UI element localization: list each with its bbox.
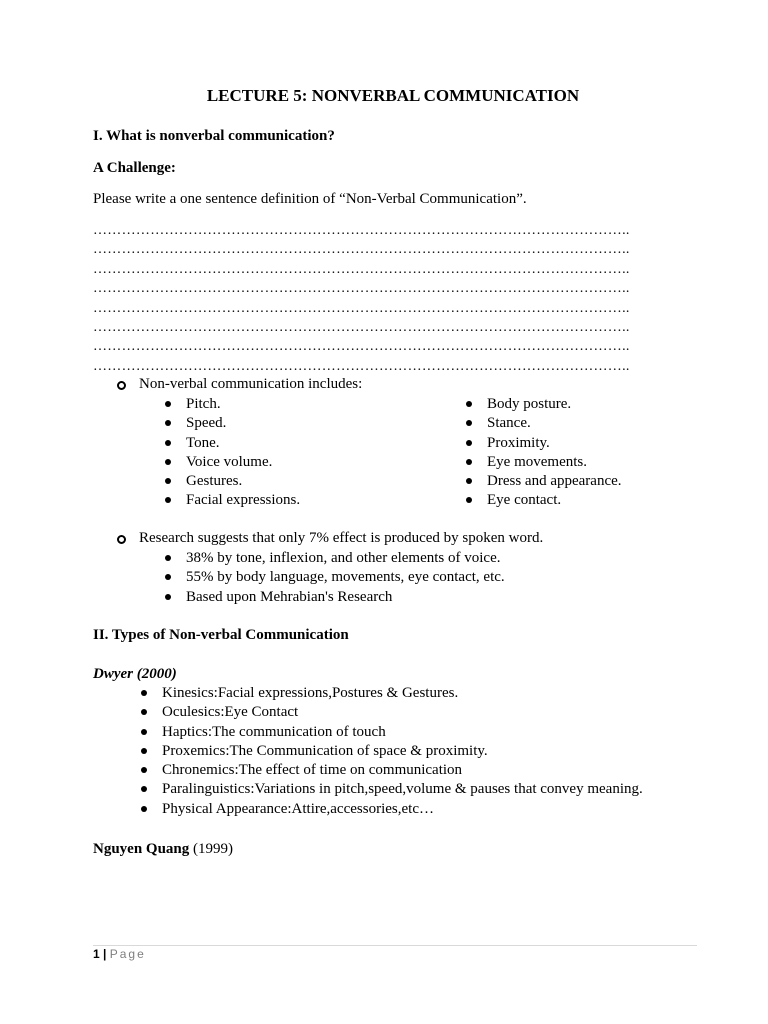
bullet-icon xyxy=(141,786,147,792)
bullet-icon xyxy=(141,729,147,735)
bullet-icon xyxy=(165,440,171,446)
bullet-icon xyxy=(165,497,171,503)
list-item: Eye contact. xyxy=(487,491,622,510)
bullet-icon xyxy=(466,401,472,407)
answer-line: ………………………………………………………………………………………………….. xyxy=(93,300,630,316)
list-item: Body posture. xyxy=(487,395,622,414)
bullet-icon xyxy=(466,459,472,465)
answer-line: ………………………………………………………………………………………………….. xyxy=(93,281,630,297)
hollow-bullet-icon xyxy=(117,535,126,544)
bullet-icon xyxy=(141,690,147,696)
bullet-icon xyxy=(466,497,472,503)
bullet-icon xyxy=(141,748,147,754)
answer-line: ………………………………………………………………………………………………….. xyxy=(93,339,630,355)
list-item: 38% by tone, inflexion, and other elements of voice. xyxy=(186,549,505,568)
section1-heading: I. What is nonverbal communication? xyxy=(93,128,335,144)
page-word: Page xyxy=(109,947,146,961)
footer-divider xyxy=(93,945,697,946)
bullet-icon xyxy=(141,709,147,715)
answer-line: ………………………………………………………………………………………………….. xyxy=(93,358,630,374)
section2-heading: II. Types of Non-verbal Communication xyxy=(93,627,349,643)
includes-right-list xyxy=(487,395,622,511)
list-item: Physical Appearance:Attire,accessories,etc… xyxy=(162,800,643,819)
bullet-icon xyxy=(466,478,472,484)
bullet-icon xyxy=(165,459,171,465)
list-item: Stance. xyxy=(487,414,622,433)
includes-left-list xyxy=(186,395,300,511)
bullet-icon xyxy=(165,401,171,407)
list-item: Tone. xyxy=(186,434,300,453)
list-item: Oculesics:Eye Contact xyxy=(162,703,643,722)
answer-line: ………………………………………………………………………………………………….. xyxy=(93,242,630,258)
dwyer-label: Dwyer (2000) xyxy=(93,666,177,682)
list-item: Voice volume. xyxy=(186,453,300,472)
challenge-heading: A Challenge: xyxy=(93,160,176,176)
author-name: Nguyen Quang xyxy=(93,841,190,857)
bullet-icon xyxy=(141,806,147,812)
list-item: 55% by body language, movements, eye contact, etc. xyxy=(186,568,505,587)
list-item: Based upon Mehrabian's Research xyxy=(186,588,505,607)
hollow-bullet-icon xyxy=(117,381,126,390)
challenge-prompt: Please write a one sentence definition of “Non-Verbal Communication”. xyxy=(93,191,527,207)
answer-line: ………………………………………………………………………………………………….. xyxy=(93,261,630,277)
list-item: Kinesics:Facial expressions,Postures & Gestures. xyxy=(162,684,643,703)
bullet-icon xyxy=(165,478,171,484)
answer-line: ………………………………………………………………………………………………….. xyxy=(93,319,630,335)
list-item: Paralinguistics:Variations in pitch,speed,volume & pauses that convey meaning. xyxy=(162,780,643,799)
list-item: Proxemics:The Communication of space & proximity. xyxy=(162,742,643,761)
list-item: Pitch. xyxy=(186,395,300,414)
bullet-icon xyxy=(165,420,171,426)
bullet-icon xyxy=(165,555,171,561)
list-item: Facial expressions. xyxy=(186,491,300,510)
answer-lines xyxy=(93,221,693,376)
page-title: LECTURE 5: NONVERBAL COMMUNICATION xyxy=(206,86,580,105)
bullet-icon xyxy=(165,574,171,580)
research-list xyxy=(186,549,505,607)
includes-label: Non-verbal communication includes: xyxy=(139,376,363,392)
author-year: (1999) xyxy=(193,841,234,857)
list-item: Proximity. xyxy=(487,434,622,453)
bullet-icon xyxy=(466,440,472,446)
list-item: Eye movements. xyxy=(487,453,622,472)
bullet-icon xyxy=(141,767,147,773)
answer-line: ………………………………………………………………………………………………….. xyxy=(93,223,630,238)
page-footer xyxy=(93,947,146,961)
list-item: Gestures. xyxy=(186,472,300,491)
research-label: Research suggests that only 7% effect is produced by spoken word. xyxy=(139,530,544,546)
list-item: Haptics:The communication of touch xyxy=(162,723,643,742)
bullet-icon xyxy=(466,420,472,426)
list-item: Chronemics:The effect of time on communication xyxy=(162,761,643,780)
nguyen-reference xyxy=(93,841,233,858)
bullet-icon xyxy=(165,594,171,600)
list-item: Speed. xyxy=(186,414,300,433)
page-number: 1 xyxy=(93,947,100,961)
footer-separator: | xyxy=(103,947,107,961)
list-item: Dress and appearance. xyxy=(487,472,622,491)
dwyer-list xyxy=(162,684,643,819)
